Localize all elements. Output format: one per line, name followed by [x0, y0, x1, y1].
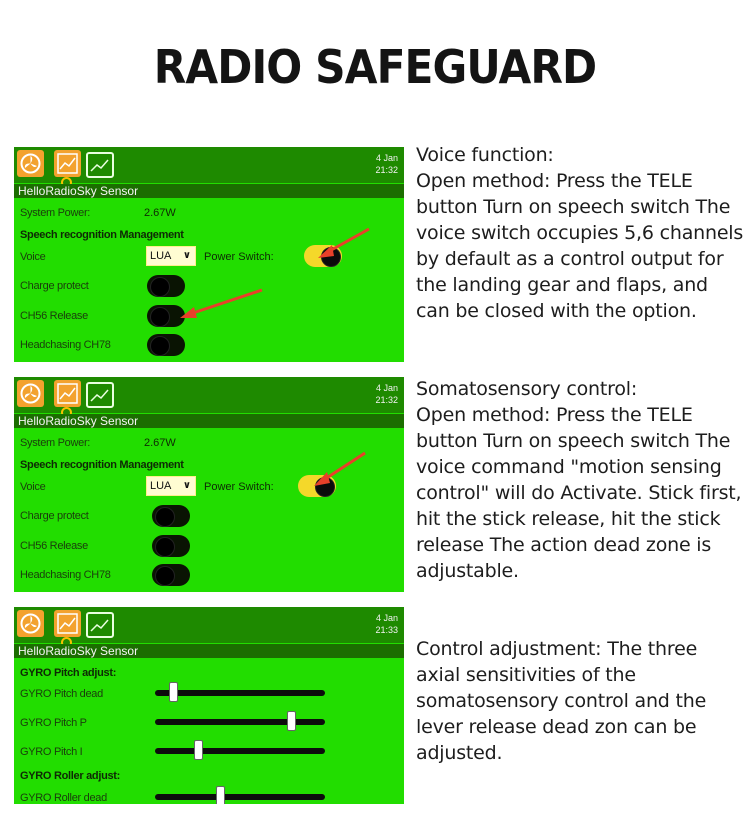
clock-date: 4 Jan — [375, 383, 398, 393]
home-fan-icon[interactable] — [17, 380, 44, 407]
sensor-screen-somatosensory — [14, 377, 404, 592]
arrow-pointer-icon — [314, 225, 374, 265]
voice-select-value: LUA — [150, 250, 172, 262]
speech-section-heading: Speech recognition Management — [20, 459, 184, 471]
telemetry-chart-icon[interactable] — [86, 382, 114, 408]
clock — [375, 152, 398, 176]
gyro-roller-dead-label: GYRO Roller dead — [20, 792, 107, 804]
page-title: RADIO SAFEGUARD — [153, 40, 597, 94]
description-heading: Somatosensory control: — [416, 378, 638, 400]
clock — [375, 612, 398, 636]
gyro-pitch-i-slider[interactable] — [155, 748, 325, 754]
slider-knob[interactable] — [169, 682, 178, 702]
somatosensory-description — [416, 376, 746, 584]
gyro-roller-dead-slider[interactable] — [155, 794, 325, 800]
charge-protect-row — [14, 509, 404, 535]
charge-protect-label: Charge protect — [20, 510, 89, 522]
top-bar — [14, 607, 404, 643]
clock-time: 21:32 — [375, 395, 398, 405]
arrow-pointer-icon — [176, 287, 266, 322]
chevron-down-icon: ∨ — [182, 250, 191, 261]
gyro-roller-heading: GYRO Roller adjust: — [20, 770, 121, 782]
headchasing-row — [14, 338, 404, 362]
voice-label: Voice — [20, 481, 46, 493]
headchasing-toggle[interactable] — [147, 334, 185, 356]
gyro-pitch-i-label: GYRO Pitch I — [20, 746, 83, 758]
headchasing-label: Headchasing CH78 — [20, 339, 111, 351]
description-body: Control adjustment: The three axial sensitivities of the somatosensory control and the lever release dead zon can be adjusted. — [416, 638, 707, 764]
headchasing-row — [14, 568, 404, 592]
ch56-release-label: CH56 Release — [20, 310, 88, 322]
system-power-label: System Power: — [20, 207, 91, 219]
telemetry-chart-icon[interactable] — [86, 152, 114, 178]
voice-select-value: LUA — [150, 480, 172, 492]
voice-select[interactable] — [146, 476, 196, 496]
system-power-value: 2.67W — [144, 437, 176, 449]
description-heading: Voice function: — [416, 144, 554, 166]
speech-section-heading: Speech recognition Management — [20, 229, 184, 241]
pitch-dead-row — [14, 687, 404, 713]
sensor-chart-icon[interactable] — [54, 610, 81, 637]
description-body: Open method: Press the TELE button Turn on speech switch The voice switch occupies 5,6 channels by default as a control output for the landing gear and flaps, and can be closed with the option. — [416, 170, 744, 322]
chevron-down-icon: ∨ — [182, 480, 191, 491]
top-bar — [14, 147, 404, 183]
system-power-value: 2.67W — [144, 207, 176, 219]
top-bar — [14, 377, 404, 413]
slider-knob[interactable] — [216, 786, 225, 804]
headchasing-label: Headchasing CH78 — [20, 569, 111, 581]
gyro-pitch-p-slider[interactable] — [155, 719, 325, 725]
roller-dead-row — [14, 791, 404, 804]
system-power-label: System Power: — [20, 437, 91, 449]
headchasing-toggle[interactable] — [152, 564, 190, 586]
sensor-chart-icon[interactable] — [54, 150, 81, 177]
voice-label: Voice — [20, 251, 46, 263]
clock — [375, 382, 398, 406]
clock-time: 21:33 — [375, 625, 398, 635]
voice-function-description — [416, 142, 746, 324]
gyro-pitch-heading: GYRO Pitch adjust: — [20, 667, 117, 679]
slider-knob[interactable] — [287, 711, 296, 731]
sensor-chart-icon[interactable] — [54, 380, 81, 407]
arrow-pointer-icon — [310, 449, 370, 493]
home-fan-icon[interactable] — [17, 150, 44, 177]
description-body: Open method: Press the TELE button Turn on speech switch The voice command "motion sensing control" will do Activate. Stick first, hit the stick release, hit the stick release The action dead zone is adjustable. — [416, 404, 742, 582]
telemetry-chart-icon[interactable] — [86, 612, 114, 638]
sensor-title: HelloRadioSky Sensor — [14, 644, 404, 658]
clock-date: 4 Jan — [375, 153, 398, 163]
pitch-i-row — [14, 745, 404, 771]
slider-knob[interactable] — [194, 740, 203, 760]
control-adjustment-description — [416, 636, 746, 766]
clock-date: 4 Jan — [375, 613, 398, 623]
power-switch-label: Power Switch: — [204, 251, 274, 263]
voice-select[interactable] — [146, 246, 196, 266]
pitch-p-row — [14, 716, 404, 742]
sensor-title: HelloRadioSky Sensor — [14, 414, 404, 428]
sensor-screen-gyro — [14, 607, 404, 804]
home-fan-icon[interactable] — [17, 610, 44, 637]
gyro-pitch-dead-slider[interactable] — [155, 690, 325, 696]
charge-protect-label: Charge protect — [20, 280, 89, 292]
ch56-release-toggle[interactable] — [152, 535, 190, 557]
sensor-screen-voice — [14, 147, 404, 362]
ch56-release-row — [14, 539, 404, 565]
clock-time: 21:32 — [375, 165, 398, 175]
charge-protect-toggle[interactable] — [152, 505, 190, 527]
power-switch-label: Power Switch: — [204, 481, 274, 493]
ch56-release-label: CH56 Release — [20, 540, 88, 552]
gyro-pitch-dead-label: GYRO Pitch dead — [20, 688, 103, 700]
sensor-title: HelloRadioSky Sensor — [14, 184, 404, 198]
gyro-pitch-p-label: GYRO Pitch P — [20, 717, 87, 729]
